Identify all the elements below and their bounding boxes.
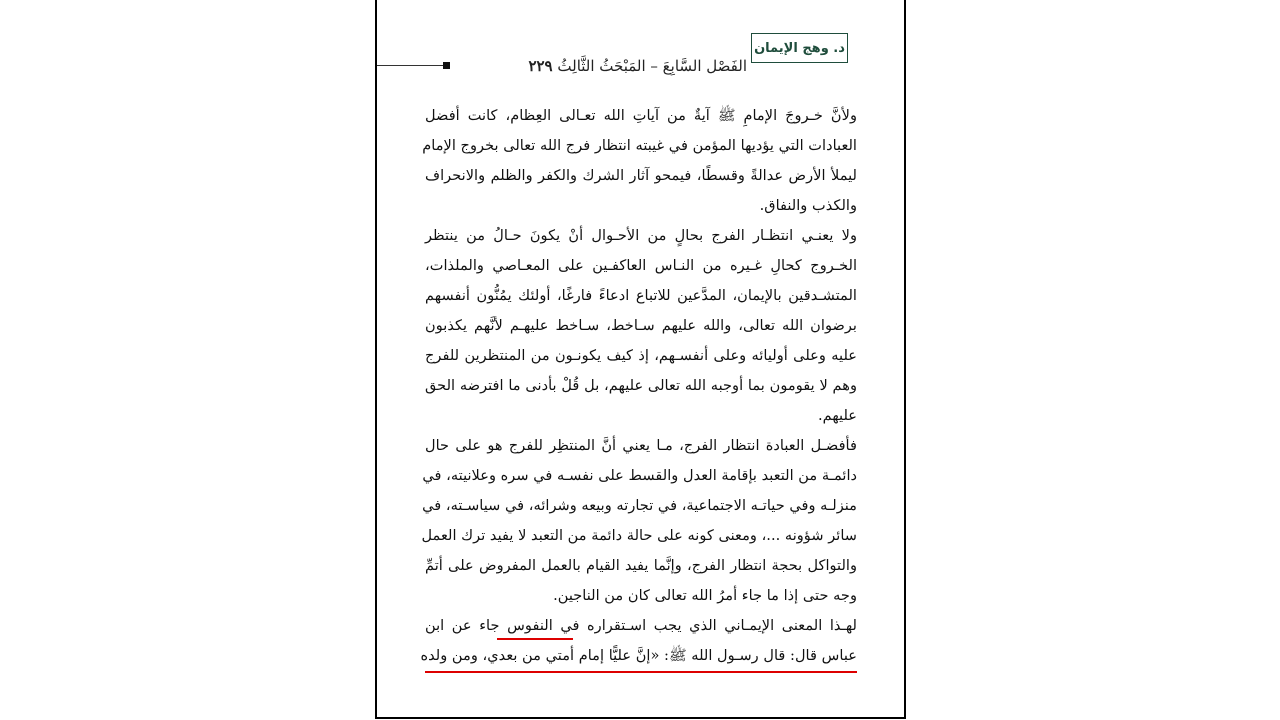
- text-line: لهـذا المعنى الإيمـاني الذي يجب اسـتقراره في النفوس جاء عن ابن: [425, 617, 857, 634]
- text-line: فأفضـل العبادة انتظار الفرج، مـا يعني أنَّ المنتظِر للفرج هو على حال: [425, 437, 857, 454]
- text-line: وجه حتى إذا ما جاء أمرُ الله تعالى كان من الناجين.: [553, 587, 857, 604]
- text-line: ليملأ الأرض عدالةً وقسطًا، فيمحو آثار الشرك والكفر والظلم والانحراف: [425, 167, 857, 184]
- running-title: الفَصْل السَّابِعَ – المَبْحَثُ الثَّالِثُ: [557, 57, 747, 75]
- text-line: برضوان الله تعالى، والله عليهم سـاخط، سـاخط عليهـم لأنَّهم يكذبون: [425, 317, 857, 334]
- body-text: [420, 101, 857, 671]
- red-underline-mark: [425, 671, 857, 673]
- text-line: سائر شؤونه ...، ومعنى كونه على حالة دائمة من التعبد لا يفيد ترك العمل: [421, 527, 857, 544]
- text-line: عليهم.: [817, 407, 857, 424]
- text-line: الخـروج كحالِ غـيره من النـاس العاكفـين على المعـاصي والملذات،: [425, 257, 857, 274]
- text-line: وهم لا يقومون بما أوجبه الله تعالى عليهم، بل قُلْ بأدنى ما افترضه الحق: [425, 377, 857, 394]
- running-header: [462, 53, 747, 79]
- text-line: منزلـه وفي حياتـه الاجتماعية، في تجارته وبيعه وشرائه، في سياسـته، في: [422, 497, 857, 514]
- page-number: ٢٢٩: [528, 57, 553, 75]
- text-line: العبادات التي يؤديها المؤمن في غيبته انتظار فرج الله تعالى بخروج الإمام: [422, 137, 857, 154]
- header-square-icon: [443, 62, 450, 69]
- document-page: [375, 0, 906, 719]
- text-line: عليه وعلى أوليائه وعلى أنفسـهم، إذ كيف يكونـون من المنتظرين للفرج: [425, 347, 857, 364]
- red-underline-mark: [497, 638, 573, 640]
- text-line: والتواكل بحجة انتظار الفرج، وإنَّما يفيد القيام بالعمل المفروض على أتمِّ: [425, 557, 857, 574]
- publisher-logo: د. وهج الإيمان: [751, 33, 848, 63]
- text-line: دائمـة من التعبد بإقامة العدل والقسط على نفسـه في سره وعلانيته، في: [422, 467, 857, 484]
- text-line: والكذب والنفاق.: [759, 197, 857, 214]
- text-line: المتشـدقين بالإيمان، المدَّعين للاتباع ادعاءً فارغًا، أولئك يمُنُّون أنفسهم: [425, 287, 857, 304]
- text-line: ولا يعنـي انتظـار الفرج بحالٍ من الأحـوال أنْ يكونَ حـالُ من ينتظر: [425, 227, 857, 244]
- text-line: ولأنَّ خـروجَ الإمامِ ﷺ آيةٌ من آياتِ الله تعـالى العِظام، كانت أفضل: [425, 107, 857, 124]
- header-rule: [377, 65, 445, 66]
- text-line: عباس قال: قال رسـول الله ﷺ: «إنَّ عليًّا إمام أمتي من بعدي، ومن ولده: [420, 647, 857, 664]
